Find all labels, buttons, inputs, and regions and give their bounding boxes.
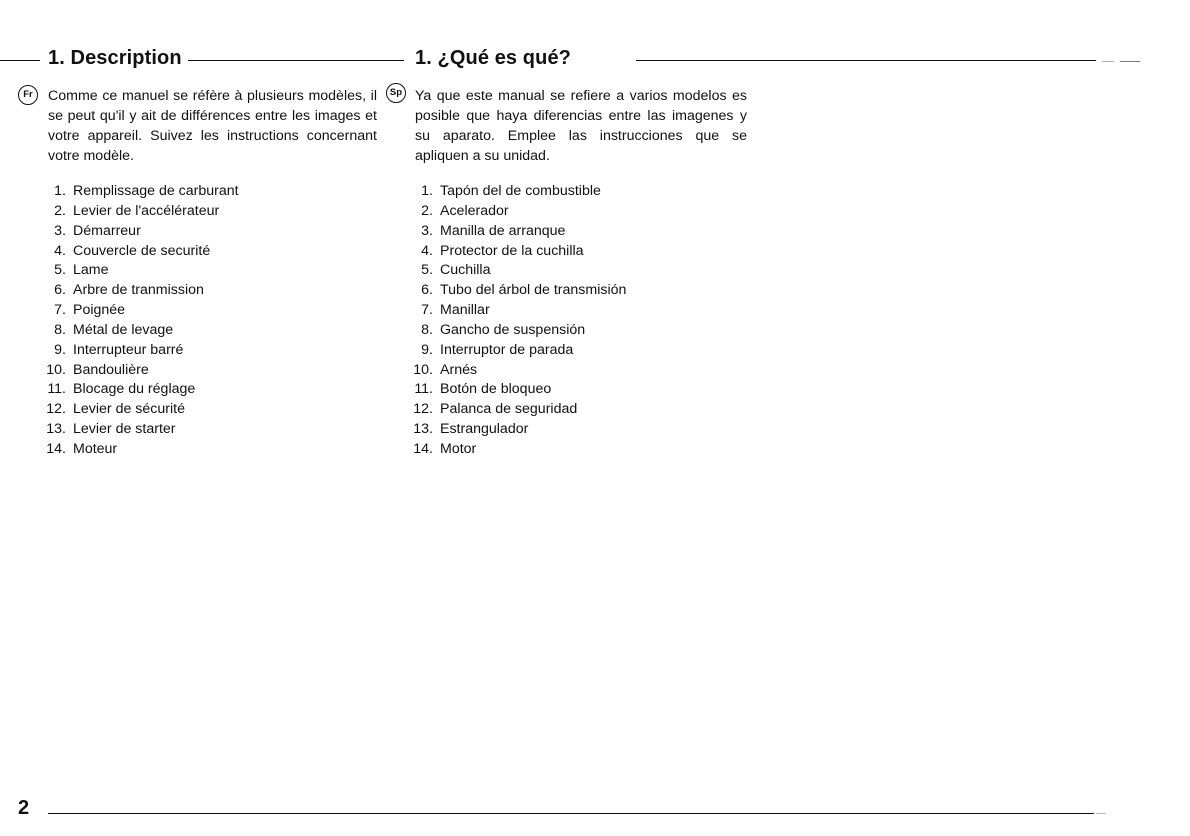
item-number: 11. <box>414 381 433 398</box>
item-number: 1. <box>54 183 66 199</box>
list-item <box>407 182 601 202</box>
item-number: 13. <box>46 421 66 438</box>
item-label: Tapón del de combustible <box>440 183 601 199</box>
item-label: Démarreur <box>73 222 141 239</box>
item-label: Interruptor de parada <box>440 341 574 358</box>
item-number: 9. <box>421 341 433 358</box>
item-number: 6. <box>54 282 66 299</box>
footer-rule-end <box>1096 813 1106 814</box>
list-item <box>40 400 185 420</box>
item-label: Cuchilla <box>440 262 491 279</box>
item-number: 6. <box>421 282 433 299</box>
list-item <box>40 222 141 242</box>
item-label: Levier de l'accélérateur <box>73 202 220 219</box>
item-label: Tubo del árbol de transmisión <box>440 282 627 299</box>
item-label: Métal de levage <box>73 321 174 338</box>
item-label: Bandoulière <box>73 361 149 378</box>
heading-sp: 1. ¿Qué es qué? <box>415 47 571 69</box>
list-item <box>407 440 477 460</box>
item-number: 14. <box>46 440 66 457</box>
list-item <box>40 440 118 460</box>
parts-list-sp <box>407 182 627 460</box>
item-number: 3. <box>421 222 433 239</box>
item-label: Lame <box>73 262 109 279</box>
list-item <box>407 261 491 281</box>
item-number: 4. <box>54 242 66 259</box>
item-number: 1. <box>421 183 433 199</box>
item-number: 8. <box>54 321 66 338</box>
item-label: Moteur <box>73 440 118 457</box>
list-item <box>407 420 529 440</box>
item-number: 9. <box>54 341 66 358</box>
heading-rule-right-faint <box>1102 61 1114 62</box>
item-label: Couvercle de securité <box>73 242 211 259</box>
item-number: 3. <box>54 222 66 239</box>
item-number: 2. <box>421 202 433 219</box>
list-item <box>40 242 211 262</box>
list-item <box>40 321 174 341</box>
list-item <box>40 380 196 400</box>
item-number: 13. <box>413 421 433 438</box>
heading-fr: 1. Description <box>48 47 182 69</box>
list-item <box>407 400 578 420</box>
item-label: Palanca de seguridad <box>440 401 578 418</box>
heading-rule-right-end <box>1120 61 1140 62</box>
list-item <box>40 182 239 202</box>
item-label: Interrupteur barré <box>73 341 184 358</box>
item-number: 12. <box>413 401 433 418</box>
list-item <box>40 281 204 301</box>
page-number: 2 <box>18 797 30 819</box>
item-number: 10. <box>413 361 433 378</box>
list-item <box>407 281 627 301</box>
list-item <box>407 341 574 361</box>
item-number: 8. <box>421 321 433 338</box>
item-label: Estrangulador <box>440 421 529 438</box>
list-item <box>407 242 584 262</box>
item-label: Blocage du réglage <box>73 381 196 398</box>
heading-rule-right <box>636 60 1096 61</box>
item-label: Arbre de tranmission <box>73 282 204 299</box>
intro-fr: Comme ce manuel se réfère à plusieurs modèles, il se peut qu'il y ait de différences entre les images et votre appareil. Suivez les instructions concernant votre modèle. <box>48 88 377 164</box>
list-item <box>407 361 478 381</box>
spanish-language-icon: Sp <box>386 83 406 103</box>
list-item <box>407 321 586 341</box>
item-label: Motor <box>440 440 477 457</box>
item-label: Levier de starter <box>73 421 176 438</box>
list-item <box>40 261 109 281</box>
heading-rule-middle <box>188 60 404 61</box>
list-item <box>407 202 509 222</box>
french-language-icon: Fr <box>18 85 38 105</box>
item-label: Protector de la cuchilla <box>440 242 584 259</box>
list-item <box>40 301 126 321</box>
item-number: 5. <box>54 262 66 279</box>
item-label: Remplissage de carburant <box>73 183 239 199</box>
item-label: Acelerador <box>440 202 509 219</box>
list-item <box>40 420 176 440</box>
item-number: 2. <box>54 202 66 219</box>
item-number: 14. <box>413 440 433 457</box>
item-number: 12. <box>46 401 66 418</box>
item-label: Gancho de suspensión <box>440 321 586 338</box>
item-number: 7. <box>54 302 66 319</box>
parts-list-fr <box>40 182 239 460</box>
list-item <box>407 380 552 400</box>
item-number: 10. <box>46 361 66 378</box>
item-label: Arnés <box>440 361 478 378</box>
list-item <box>40 202 220 222</box>
item-number: 11. <box>47 381 66 398</box>
item-label: Poignée <box>73 302 126 319</box>
list-item <box>407 222 566 242</box>
item-number: 5. <box>421 262 433 279</box>
list-item <box>407 301 490 321</box>
item-label: Levier de sécurité <box>73 401 185 418</box>
list-item <box>40 361 149 381</box>
footer-rule <box>48 813 1094 814</box>
list-item <box>40 341 184 361</box>
item-label: Botón de bloqueo <box>440 381 552 398</box>
item-label: Manillar <box>440 302 490 319</box>
heading-rule-left <box>0 60 40 61</box>
item-number: 4. <box>421 242 433 259</box>
item-label: Manilla de arranque <box>440 222 566 239</box>
intro-sp: Ya que este manual se refiere a varios modelos es posible que haya diferencias entre las imagenes y su aparato. Emplee las instrucciones que se apliquen a su unidad. <box>415 88 747 164</box>
item-number: 7. <box>421 302 433 319</box>
